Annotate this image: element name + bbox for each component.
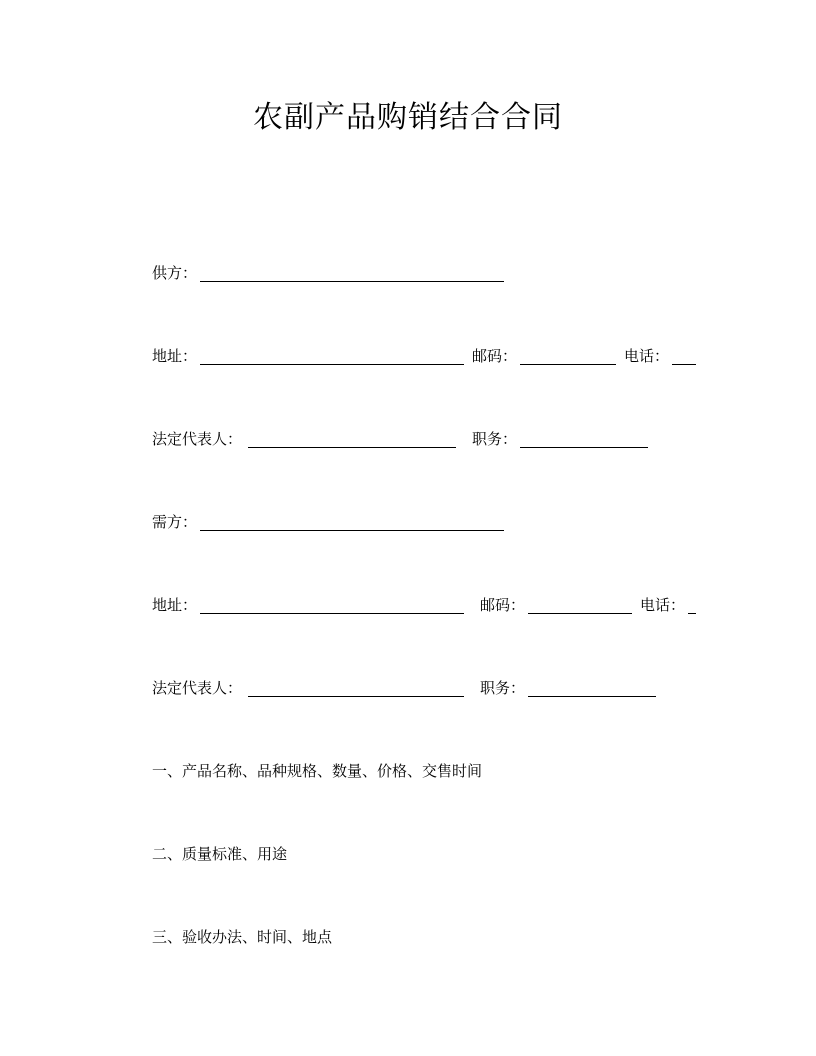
buyer-party-label: 需方： xyxy=(152,513,198,531)
supplier-address-row xyxy=(152,346,712,366)
supplier-postcode-label: 邮码： xyxy=(472,347,518,365)
buyer-party-row xyxy=(152,512,712,532)
supplier-phone-field[interactable] xyxy=(672,364,696,365)
document-title: 农副产品购销结合合同 xyxy=(253,100,563,135)
buyer-phone-field[interactable] xyxy=(688,613,696,614)
supplier-address-label: 地址： xyxy=(152,347,198,365)
buyer-rep-row xyxy=(152,678,712,698)
supplier-party-row xyxy=(152,263,712,283)
buyer-rep-field[interactable] xyxy=(248,696,464,697)
supplier-rep-row xyxy=(152,429,712,449)
buyer-address-field[interactable] xyxy=(200,613,464,614)
supplier-position-field[interactable] xyxy=(520,447,648,448)
supplier-position-label: 职务： xyxy=(472,430,518,448)
supplier-party-field[interactable] xyxy=(200,281,504,282)
buyer-phone-label: 电话： xyxy=(640,596,686,614)
section-heading-3: 三、验收办法、时间、地点 xyxy=(152,928,333,946)
supplier-rep-field[interactable] xyxy=(248,447,456,448)
buyer-postcode-label: 邮码： xyxy=(480,596,526,614)
buyer-postcode-field[interactable] xyxy=(528,613,632,614)
supplier-phone-label: 电话： xyxy=(624,347,670,365)
section-heading-1: 一、产品名称、品种规格、数量、价格、交售时间 xyxy=(152,762,483,780)
buyer-address-row xyxy=(152,595,712,615)
section-heading-2: 二、质量标准、用途 xyxy=(152,845,288,863)
buyer-position-field[interactable] xyxy=(528,696,656,697)
buyer-rep-label: 法定代表人： xyxy=(152,679,243,697)
supplier-rep-label: 法定代表人： xyxy=(152,430,243,448)
supplier-party-label: 供方： xyxy=(152,264,198,282)
supplier-postcode-field[interactable] xyxy=(520,364,616,365)
buyer-party-field[interactable] xyxy=(200,530,504,531)
buyer-address-label: 地址： xyxy=(152,596,198,614)
buyer-position-label: 职务： xyxy=(480,679,526,697)
supplier-address-field[interactable] xyxy=(200,364,464,365)
